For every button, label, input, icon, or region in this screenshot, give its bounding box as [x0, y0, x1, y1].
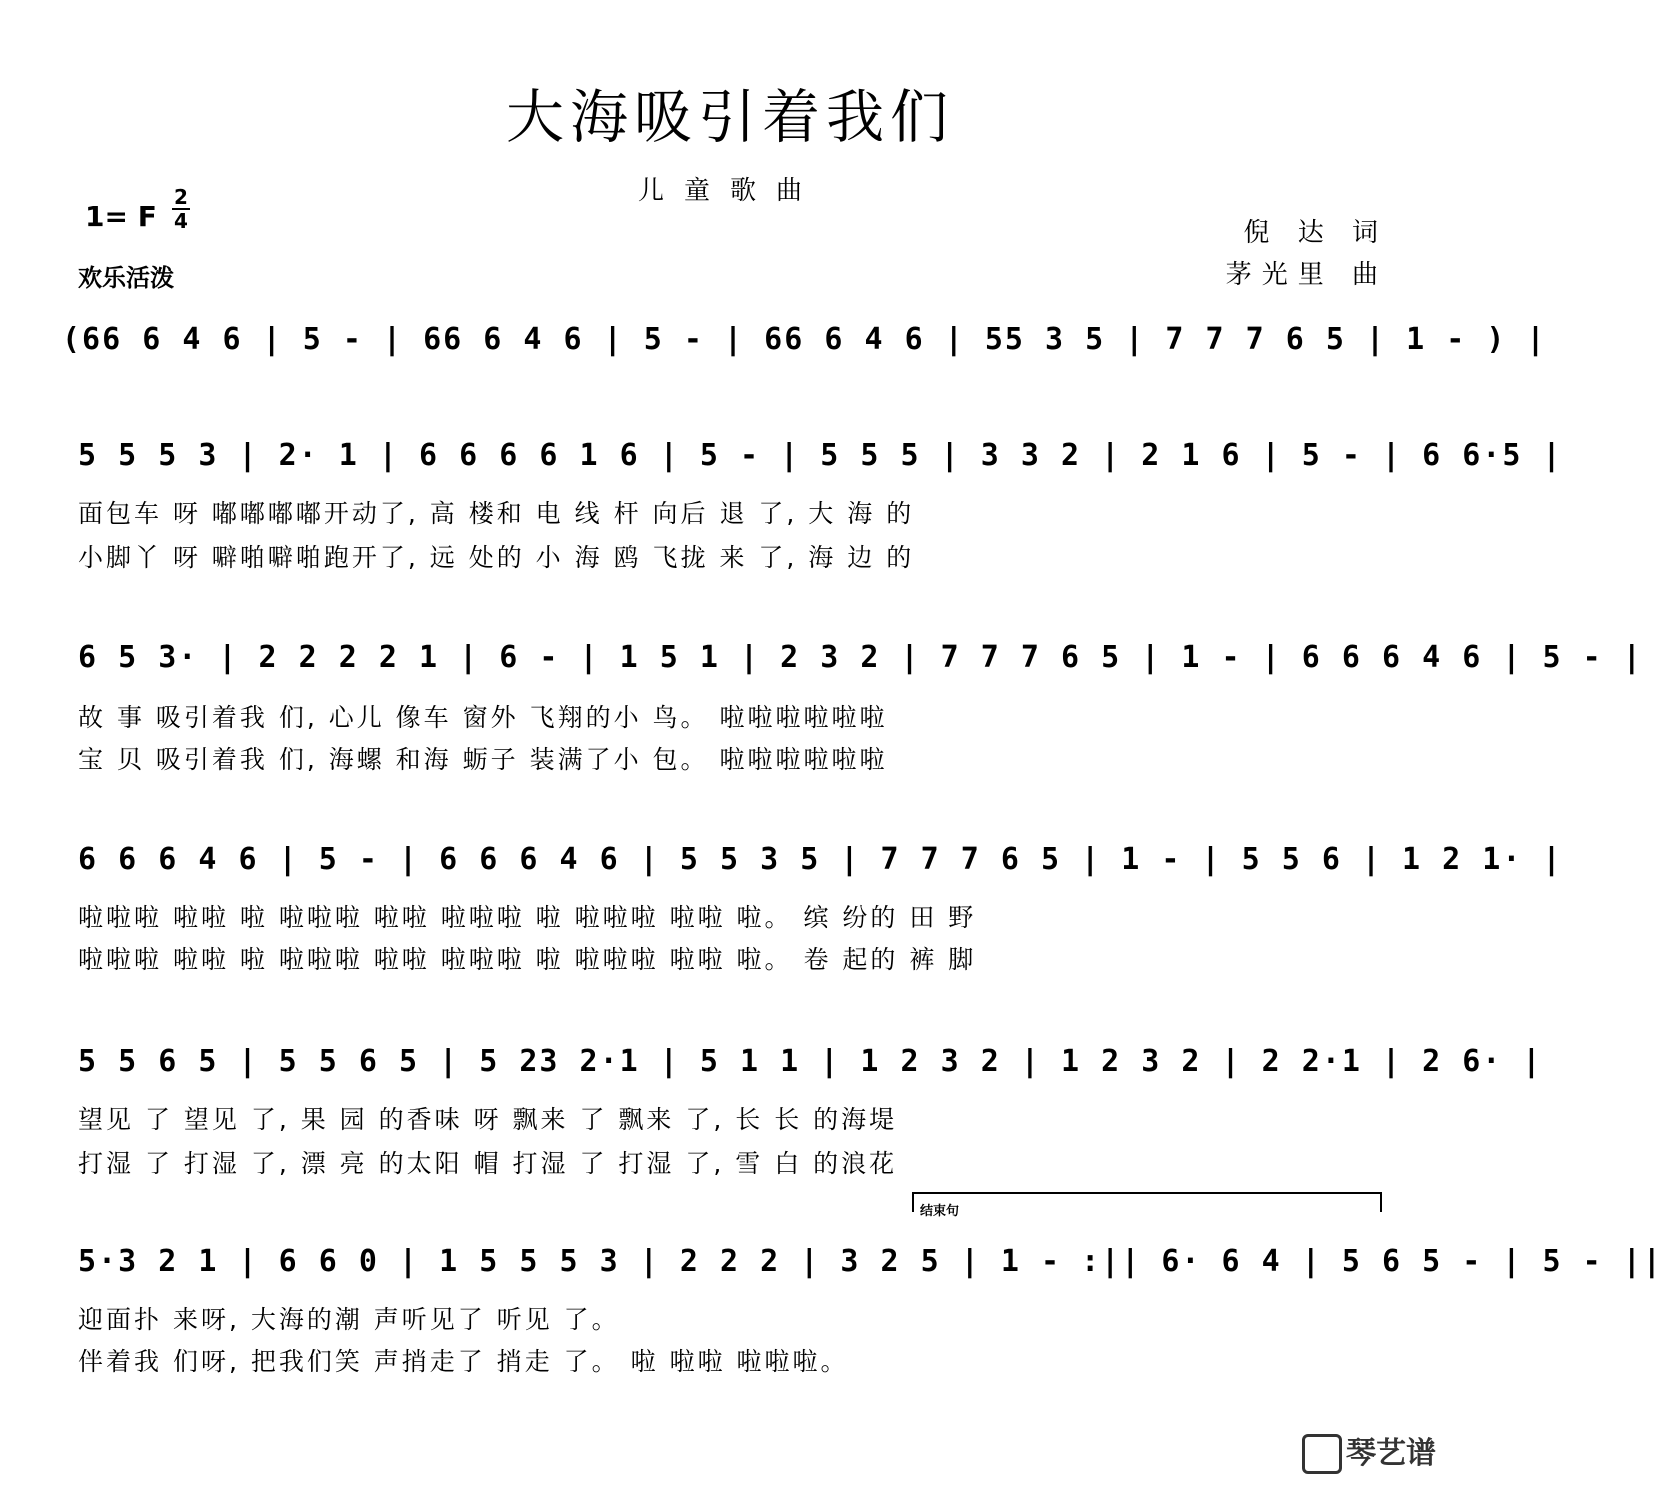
lyric-row-3-verse-2: 宝 贝 吸引着我 们, 海螺 和海 蛎子 装满了小 包。 啦啦啦啦啦啦	[78, 745, 888, 774]
watermark	[1302, 1428, 1436, 1475]
lyric-row-6-verse-1: 迎面扑 来呀, 大海的潮 声听见了 听见 了。	[78, 1305, 620, 1334]
lyric-row-3-verse-1: 故 事 吸引着我 们, 心儿 像车 窗外 飞翔的小 鸟。 啦啦啦啦啦啦	[78, 703, 888, 732]
lyric-row-2-verse-2: 小脚丫 呀 噼啪噼啪跑开了, 远 处的 小 海 鸥 飞拢 来 了, 海 边 的	[78, 543, 915, 572]
time-signature	[172, 186, 190, 232]
ending-bracket	[912, 1192, 1382, 1212]
notation-row-4: 6 6 6 4 6 | 5 - | 6 6 6 4 6 | 5 5 3 5 | 7 7 7 6 5 | 1 - | 5 5 6 | 1 2 1· |	[78, 842, 1563, 877]
lyricist-credit: 倪 达 词	[1243, 218, 1388, 248]
song-subtitle: 儿童歌曲	[637, 176, 822, 206]
watermark-text: 琴艺谱	[1346, 1435, 1436, 1471]
notation-row-1: (66 6 4 6 | 5 - | 66 6 4 6 | 5 - | 66 6 4 6 | 55 3 5 | 7 7 7 6 5 | 1 - ) |	[62, 322, 1547, 357]
lyric-row-6-verse-2: 伴着我 们呀, 把我们笑 声捎走了 捎走 了。 啦 啦啦 啦啦啦。	[78, 1347, 849, 1376]
lyric-row-4-verse-1: 啦啦啦 啦啦 啦 啦啦啦 啦啦 啦啦啦 啦 啦啦啦 啦啦 啦。 缤 纷的 田 野	[78, 903, 977, 932]
lyric-row-5-verse-1: 望见 了 望见 了, 果 园 的香味 呀 飘来 了 飘来 了, 长 长 的海堤	[78, 1105, 898, 1134]
ending-label: 结束句	[920, 1204, 960, 1219]
notation-row-5: 5 5 6 5 | 5 5 6 5 | 5 23 2·1 | 5 1 1 | 1 2 3 2 | 1 2 3 2 | 2 2·1 | 2 6· |	[78, 1044, 1543, 1079]
notation-row-3: 6 5 3· | 2 2 2 2 1 | 6 - | 1 5 1 | 2 3 2 | 7 7 7 6 5 | 1 - | 6 6 6 4 6 | 5 - |	[78, 640, 1643, 675]
lyric-row-4-verse-2: 啦啦啦 啦啦 啦 啦啦啦 啦啦 啦啦啦 啦 啦啦啦 啦啦 啦。 卷 起的 裤 脚	[78, 945, 977, 974]
notation-row-6: 5·3 2 1 | 6 6 0 | 1 5 5 5 3 | 2 2 2 | 3 2 5 | 1 - :|| 6· 6 4 | 5 6 5 - | 5 - ||	[78, 1244, 1663, 1279]
key-signature: 1= F	[85, 200, 157, 233]
time-signature-top: 2	[174, 185, 188, 209]
lyric-row-2-verse-1: 面包车 呀 嘟嘟嘟嘟开动了, 高 楼和 电 线 杆 向后 退 了, 大 海 的	[78, 499, 915, 528]
song-title: 大海吸引着我们	[505, 83, 954, 151]
notation-row-2: 5 5 5 3 | 2· 1 | 6 6 6 6 1 6 | 5 - | 5 5 5 | 3 3 2 | 2 1 6 | 5 - | 6 6·5 |	[78, 438, 1563, 473]
lyric-row-5-verse-2: 打湿 了 打湿 了, 漂 亮 的太阳 帽 打湿 了 打湿 了, 雪 白 的浪花	[78, 1149, 898, 1178]
watermark-logo-icon	[1302, 1434, 1342, 1474]
tempo-marking: 欢乐活泼	[78, 264, 174, 292]
time-signature-bottom: 4	[174, 209, 188, 233]
composer-credit: 茅光里 曲	[1225, 260, 1388, 290]
